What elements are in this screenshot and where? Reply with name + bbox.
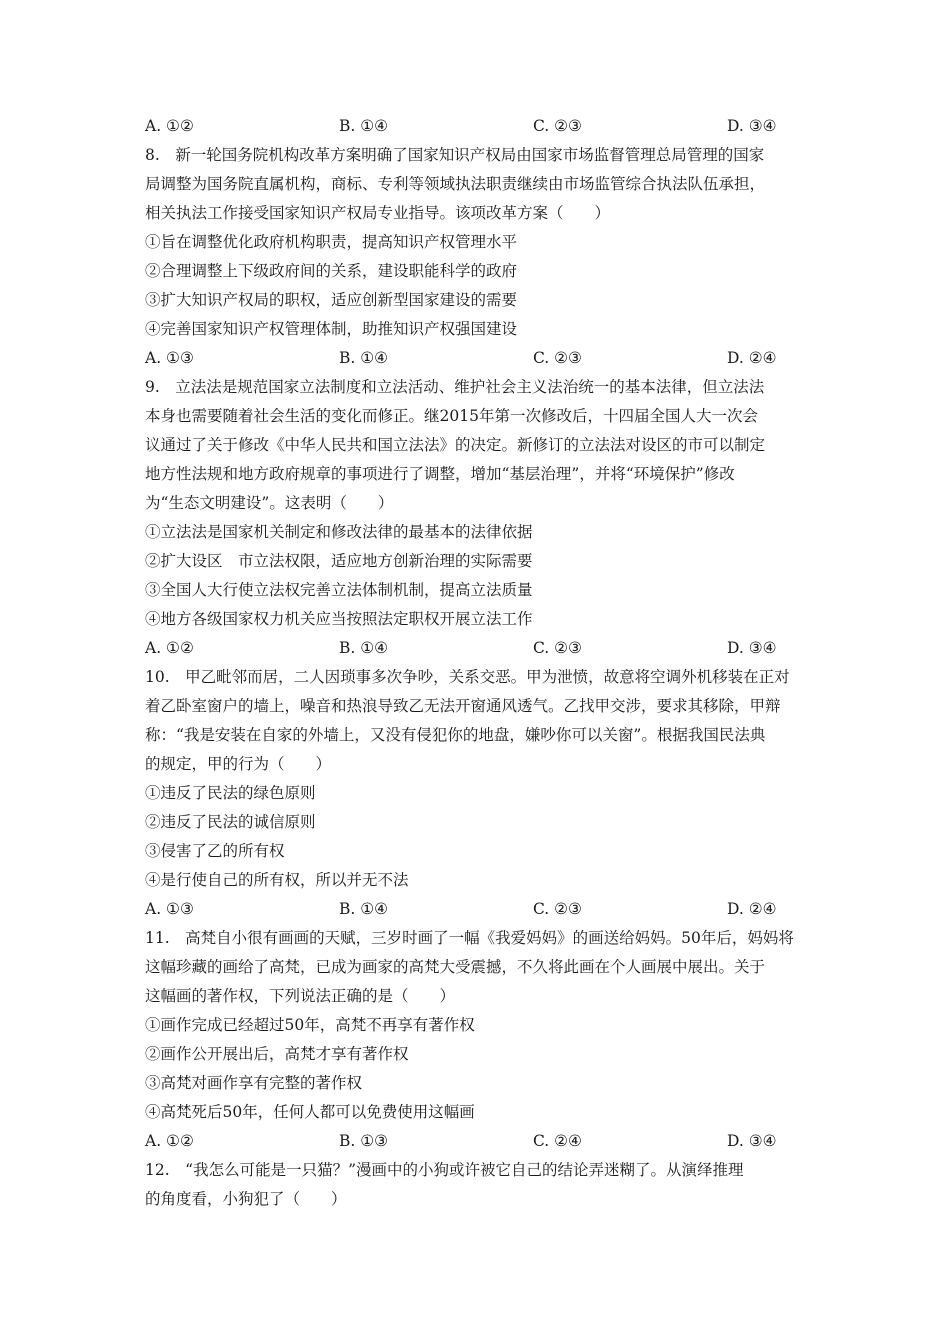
option-a: A. ①② [145, 117, 194, 135]
statement: ④高梵死后50年，任何人都可以免费使用这幅画 [145, 1103, 475, 1121]
statement: ④是行使自己的所有权，所以并无不法 [145, 871, 409, 889]
statement: ①旨在调整优化政府机构职责，提高知识产权管理水平 [145, 233, 518, 251]
statement: ②画作公开展出后，高梵才享有著作权 [145, 1045, 409, 1063]
question-11 [145, 924, 810, 1127]
question-text: 的角度看，小狗犯了（ ） [145, 1190, 347, 1208]
question-text: 相关执法工作接受国家知识产权局专业指导。该项改革方案（ ） [145, 204, 611, 222]
options-row-q11 [145, 1127, 810, 1156]
option-a: A. ①② [145, 639, 194, 657]
statement: ①画作完成已经超过50年，高梵不再享有著作权 [145, 1016, 475, 1034]
statement: ③侵害了乙的所有权 [145, 842, 285, 860]
option-b: B. ①④ [339, 349, 389, 367]
option-b: B. ①④ [339, 900, 389, 918]
question-text: 本身也需要随着社会生活的变化而修正。继2015年第一次修改后，十四届全国人大一次会 [145, 407, 758, 425]
question-text: 12. “我怎么可能是一只猫？”漫画中的小狗或许被它自己的结论弄迷糊了。从演绎推理 [145, 1161, 744, 1179]
question-text: 着乙卧室窗户的墙上，噪音和热浪导致乙无法开窗通风透气。乙找甲交涉，要求其移除，甲辩 [145, 697, 781, 715]
question-text: 8. 新一轮国务院机构改革方案明确了国家知识产权局由国家市场监督管理总局管理的国家 [145, 146, 765, 164]
question-text: 为“生态文明建设”。这表明（ ） [145, 494, 394, 512]
options-row-q9 [145, 634, 810, 663]
options-row-q10 [145, 895, 810, 924]
question-9 [145, 373, 810, 634]
option-c: C. ②③ [533, 639, 582, 657]
options-row-q7 [145, 112, 810, 141]
question-text: 局调整为国务院直属机构，商标、专利等领域执法职责继续由市场监管综合执法队伍承担， [145, 175, 766, 193]
statement: ①立法法是国家机关制定和修改法律的最基本的法律依据 [145, 523, 533, 541]
question-text: 称：“我是安装在自家的外墙上，又没有侵犯你的地盘，嫌吵你可以关窗”。根据我国民法典 [145, 726, 766, 744]
question-text: 9. 立法法是规范国家立法制度和立法活动、维护社会主义法治统一的基本法律，但立法法 [145, 378, 765, 396]
question-text: 的规定，甲的行为（ ） [145, 755, 332, 773]
option-d: D. ③④ [727, 639, 777, 657]
option-b: B. ①③ [339, 1132, 389, 1150]
option-a: A. ①③ [145, 349, 194, 367]
question-text: 11. 高梵自小很有画画的天赋，三岁时画了一幅《我爱妈妈》的画送给妈妈。50年后，妈妈将 [145, 929, 794, 947]
option-c: C. ②③ [533, 349, 582, 367]
statement: ③扩大知识产权局的职权，适应创新型国家建设的需要 [145, 291, 518, 309]
option-b: B. ①④ [339, 639, 389, 657]
option-d: D. ②④ [727, 349, 777, 367]
question-12 [145, 1156, 810, 1214]
statement: ③全国人大行使立法权完善立法体制机制，提高立法质量 [145, 581, 533, 599]
exam-page [145, 112, 810, 1214]
option-d: D. ③④ [727, 1132, 777, 1150]
option-b: B. ①④ [339, 117, 389, 135]
option-a: A. ①② [145, 1132, 194, 1150]
statement: ④地方各级国家权力机关应当按照法定职权开展立法工作 [145, 610, 533, 628]
option-c: C. ②④ [533, 1132, 582, 1150]
option-d: D. ②④ [727, 900, 777, 918]
option-c: C. ②③ [533, 900, 582, 918]
statement: ②违反了民法的诚信原则 [145, 813, 316, 831]
question-text: 议通过了关于修改《中华人民共和国立法法》的决定。新修订的立法法对设区的市可以制定 [145, 436, 766, 454]
options-row-q8 [145, 344, 810, 373]
question-text: 这幅珍藏的画给了高梵，已成为画家的高梵大受震撼，不久将此画在个人画展中展出。关于 [145, 958, 766, 976]
statement: ②扩大设区 市立法权限，适应地方创新治理的实际需要 [145, 552, 533, 570]
question-text: 地方性法规和地方政府规章的事项进行了调整，增加“基层治理”，并将“环境保护”修改 [145, 465, 735, 483]
question-10 [145, 663, 810, 895]
statement: ②合理调整上下级政府间的关系，建设职能科学的政府 [145, 262, 518, 280]
question-text: 10. 甲乙毗邻而居，二人因琐事多次争吵，关系交恶。甲为泄愤，故意将空调外机移装在正对 [145, 668, 790, 686]
question-text: 这幅画的著作权，下列说法正确的是（ ） [145, 987, 456, 1005]
question-8 [145, 141, 810, 344]
option-c: C. ②③ [533, 117, 582, 135]
statement: ③高梵对画作享有完整的著作权 [145, 1074, 363, 1092]
option-d: D. ③④ [727, 117, 777, 135]
statement: ①违反了民法的绿色原则 [145, 784, 316, 802]
option-a: A. ①③ [145, 900, 194, 918]
statement: ④完善国家知识产权管理体制，助推知识产权强国建设 [145, 320, 518, 338]
